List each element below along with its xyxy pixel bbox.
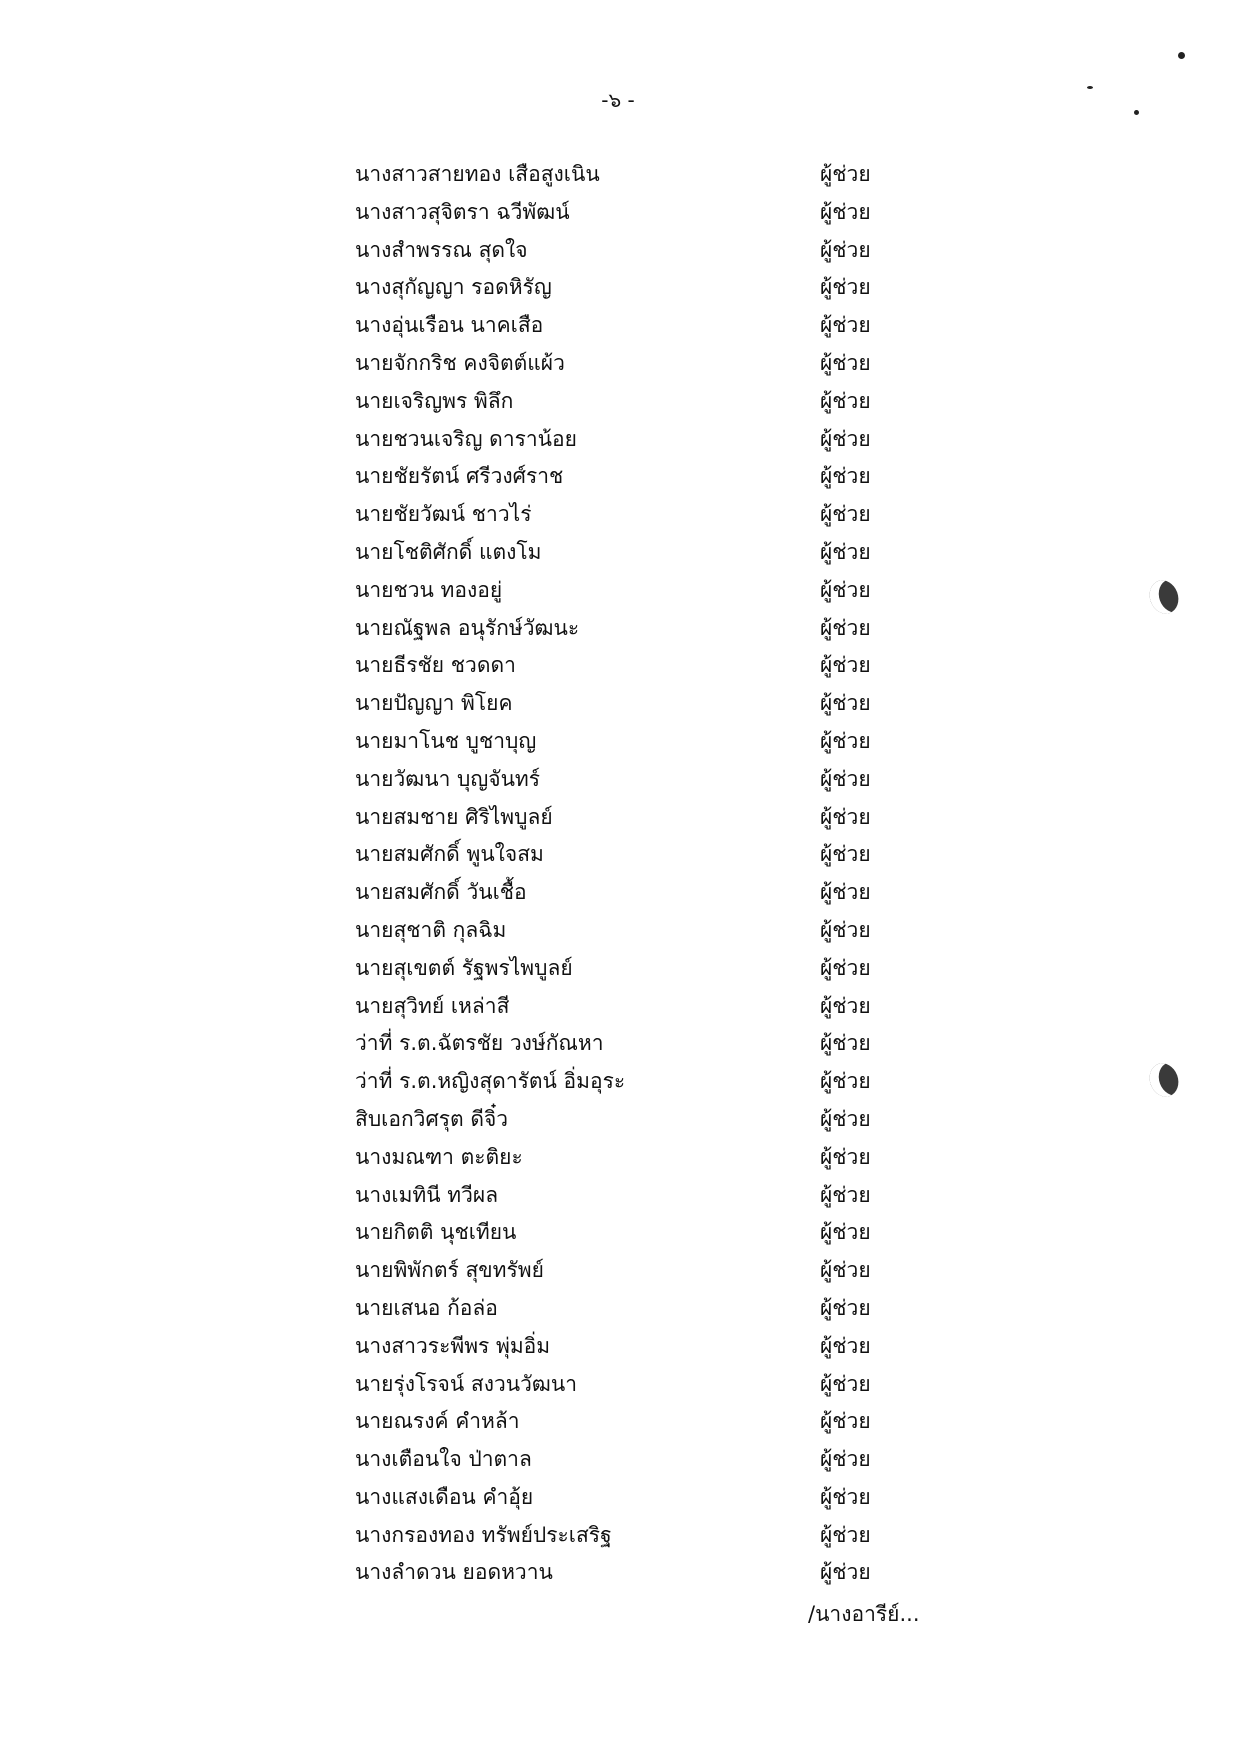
person-name: ว่าที่ ร.ต.ฉัตรชัย วงษ์กัณหา xyxy=(355,1031,604,1056)
scan-speck xyxy=(1134,110,1139,115)
name-role-list xyxy=(355,156,915,1592)
person-name: นายชัยรัตน์ ศรีวงศ์ราช xyxy=(355,464,564,489)
person-name: นางเตือนใจ ป่าตาล xyxy=(355,1447,532,1472)
person-role: ผู้ช่วย xyxy=(820,653,871,678)
person-name: นายณัฐพล อนุรักษ์วัฒนะ xyxy=(355,615,580,640)
person-role: ผู้ช่วย xyxy=(820,1106,871,1131)
roster-row xyxy=(355,1101,915,1139)
person-name: นางกรองทอง ทรัพย์ประเสริฐ xyxy=(355,1522,612,1547)
roster-row xyxy=(355,1177,915,1215)
person-role: ผู้ช่วย xyxy=(820,1333,871,1358)
person-name: นายมาโนช บูชาบุญ xyxy=(355,728,537,753)
roster-row xyxy=(355,232,915,270)
person-name: นายโชติศักดิ์ แตงโม xyxy=(355,539,542,564)
roster-row xyxy=(355,950,915,988)
person-role: ผู้ช่วย xyxy=(820,615,871,640)
person-role: ผู้ช่วย xyxy=(820,426,871,451)
person-name: นายปัญญา พิโยค xyxy=(355,691,513,716)
person-name: นายชวน ทองอยู่ xyxy=(355,577,503,602)
person-name: นายสุเขตต์ รัฐพรไพบูลย์ xyxy=(355,955,573,980)
person-role: ผู้ช่วย xyxy=(820,577,871,602)
roster-row xyxy=(355,269,915,307)
person-name: นายณรงค์ คำหล้า xyxy=(355,1409,520,1434)
person-role: ผู้ช่วย xyxy=(820,1484,871,1509)
person-name: นายสุชาติ กุลฉิม xyxy=(355,917,507,942)
page-number: -๖ - xyxy=(601,88,635,112)
person-role: ผู้ช่วย xyxy=(820,842,871,867)
roster-row xyxy=(355,799,915,837)
scan-speck xyxy=(1087,86,1093,89)
person-name: นางสาวสายทอง เสือสูงเนิน xyxy=(355,162,600,186)
roster-row xyxy=(355,1063,915,1101)
person-role: ผู้ช่วย xyxy=(820,313,871,338)
person-role: ผู้ช่วย xyxy=(820,1295,871,1320)
roster-row xyxy=(355,1252,915,1290)
person-role: ผู้ช่วย xyxy=(820,1220,871,1245)
roster-row xyxy=(355,647,915,685)
person-name: นางสำพรรณ สุดใจ xyxy=(355,237,528,262)
roster-row xyxy=(355,1366,915,1404)
person-role: ผู้ช่วย xyxy=(820,199,871,224)
person-name: นายธีรชัย ชวดดา xyxy=(355,653,516,678)
roster-row xyxy=(355,836,915,874)
person-role: ผู้ช่วย xyxy=(820,237,871,262)
person-name: นางแสงเดือน คำอุ้ย xyxy=(355,1484,534,1509)
person-role: ผู้ช่วย xyxy=(820,766,871,791)
person-name: นายวัฒนา บุญจันทร์ xyxy=(355,766,541,791)
person-role: ผู้ช่วย xyxy=(820,1031,871,1056)
person-role: ผู้ช่วย xyxy=(820,691,871,716)
person-name: นางเมทินี ทวีผล xyxy=(355,1182,499,1207)
person-role: ผู้ช่วย xyxy=(820,993,871,1018)
roster-row xyxy=(355,496,915,534)
person-role: ผู้ช่วย xyxy=(820,1144,871,1169)
person-role: ผู้ช่วย xyxy=(820,539,871,564)
person-name: นายรุ่งโรจน์ สงวนวัฒนา xyxy=(355,1371,578,1396)
person-role: ผู้ช่วย xyxy=(820,1069,871,1094)
person-role: ผู้ช่วย xyxy=(820,1522,871,1547)
roster-row xyxy=(355,194,915,232)
roster-row xyxy=(355,458,915,496)
roster-row xyxy=(355,421,915,459)
roster-row xyxy=(355,1290,915,1328)
person-role: ผู้ช่วย xyxy=(820,880,871,905)
person-role: ผู้ช่วย xyxy=(820,388,871,413)
roster-row xyxy=(355,1441,915,1479)
roster-row xyxy=(355,723,915,761)
person-name: นายจักกริช คงจิตต์แผ้ว xyxy=(355,350,565,375)
person-name: นายเจริญพร พิลึก xyxy=(355,388,514,413)
person-name: นายสมชาย ศิริไพบูลย์ xyxy=(355,804,553,829)
roster-row xyxy=(355,610,915,648)
person-role: ผู้ช่วย xyxy=(820,955,871,980)
person-name: นายพิพักตร์ สุขทรัพย์ xyxy=(355,1258,544,1283)
person-name: นายชัยวัฒน์ ชาวไร่ xyxy=(355,502,532,527)
roster-row xyxy=(355,1328,915,1366)
roster-row xyxy=(355,156,915,194)
roster-row xyxy=(355,1517,915,1555)
roster-row xyxy=(355,685,915,723)
person-role: ผู้ช่วย xyxy=(820,162,871,186)
scan-speck xyxy=(1178,52,1185,59)
roster-row xyxy=(355,345,915,383)
roster-row xyxy=(355,1554,915,1592)
roster-row xyxy=(355,572,915,610)
roster-row xyxy=(355,874,915,912)
person-role: ผู้ช่วย xyxy=(820,804,871,829)
person-role: ผู้ช่วย xyxy=(820,502,871,527)
roster-row xyxy=(355,1025,915,1063)
person-name: ว่าที่ ร.ต.หญิงสุดารัตน์ อิ่มอุระ xyxy=(355,1069,626,1094)
scan-mark xyxy=(1145,576,1183,618)
person-name: นางมณฑา ตะติยะ xyxy=(355,1144,523,1169)
person-name: นายชวนเจริญ ดาราน้อย xyxy=(355,426,577,451)
person-role: ผู้ช่วย xyxy=(820,1182,871,1207)
person-role: ผู้ช่วย xyxy=(820,917,871,942)
person-role: ผู้ช่วย xyxy=(820,728,871,753)
roster-row xyxy=(355,761,915,799)
scan-mark xyxy=(1145,1059,1183,1101)
roster-row xyxy=(355,383,915,421)
person-name: นางอุ่นเรือน นาคเสือ xyxy=(355,313,544,338)
person-name: นางลำดวน ยอดหวาน xyxy=(355,1560,553,1585)
person-role: ผู้ช่วย xyxy=(820,275,871,300)
roster-row xyxy=(355,988,915,1026)
person-name: นายสมศักดิ์ วันเชื้อ xyxy=(355,880,527,905)
roster-row xyxy=(355,307,915,345)
person-role: ผู้ช่วย xyxy=(820,350,871,375)
roster-row xyxy=(355,1479,915,1517)
person-name: นางสุกัญญา รอดหิรัญ xyxy=(355,275,552,300)
person-role: ผู้ช่วย xyxy=(820,1371,871,1396)
person-role: ผู้ช่วย xyxy=(820,1409,871,1434)
roster-row xyxy=(355,912,915,950)
roster-row xyxy=(355,1403,915,1441)
person-name: นางสาวระพีพร พุ่มอิ่ม xyxy=(355,1333,551,1358)
person-name: นายสมศักดิ์ พูนใจสม xyxy=(355,842,544,867)
person-role: ผู้ช่วย xyxy=(820,1447,871,1472)
person-role: ผู้ช่วย xyxy=(820,464,871,489)
continuation-note: /นางอารีย์... xyxy=(808,1602,920,1626)
person-name: นายกิตติ นุชเทียน xyxy=(355,1220,517,1245)
roster-row xyxy=(355,1139,915,1177)
person-name: นางสาวสุจิตรา ฉวีพัฒน์ xyxy=(355,199,570,224)
person-role: ผู้ช่วย xyxy=(820,1560,871,1585)
person-name: สิบเอกวิศรุต ดีจิ๋ว xyxy=(355,1106,509,1131)
roster-row xyxy=(355,534,915,572)
person-name: นายสุวิทย์ เหล่าสี xyxy=(355,993,510,1018)
person-role: ผู้ช่วย xyxy=(820,1258,871,1283)
person-name: นายเสนอ ก้อล่อ xyxy=(355,1295,498,1320)
roster-row xyxy=(355,1214,915,1252)
